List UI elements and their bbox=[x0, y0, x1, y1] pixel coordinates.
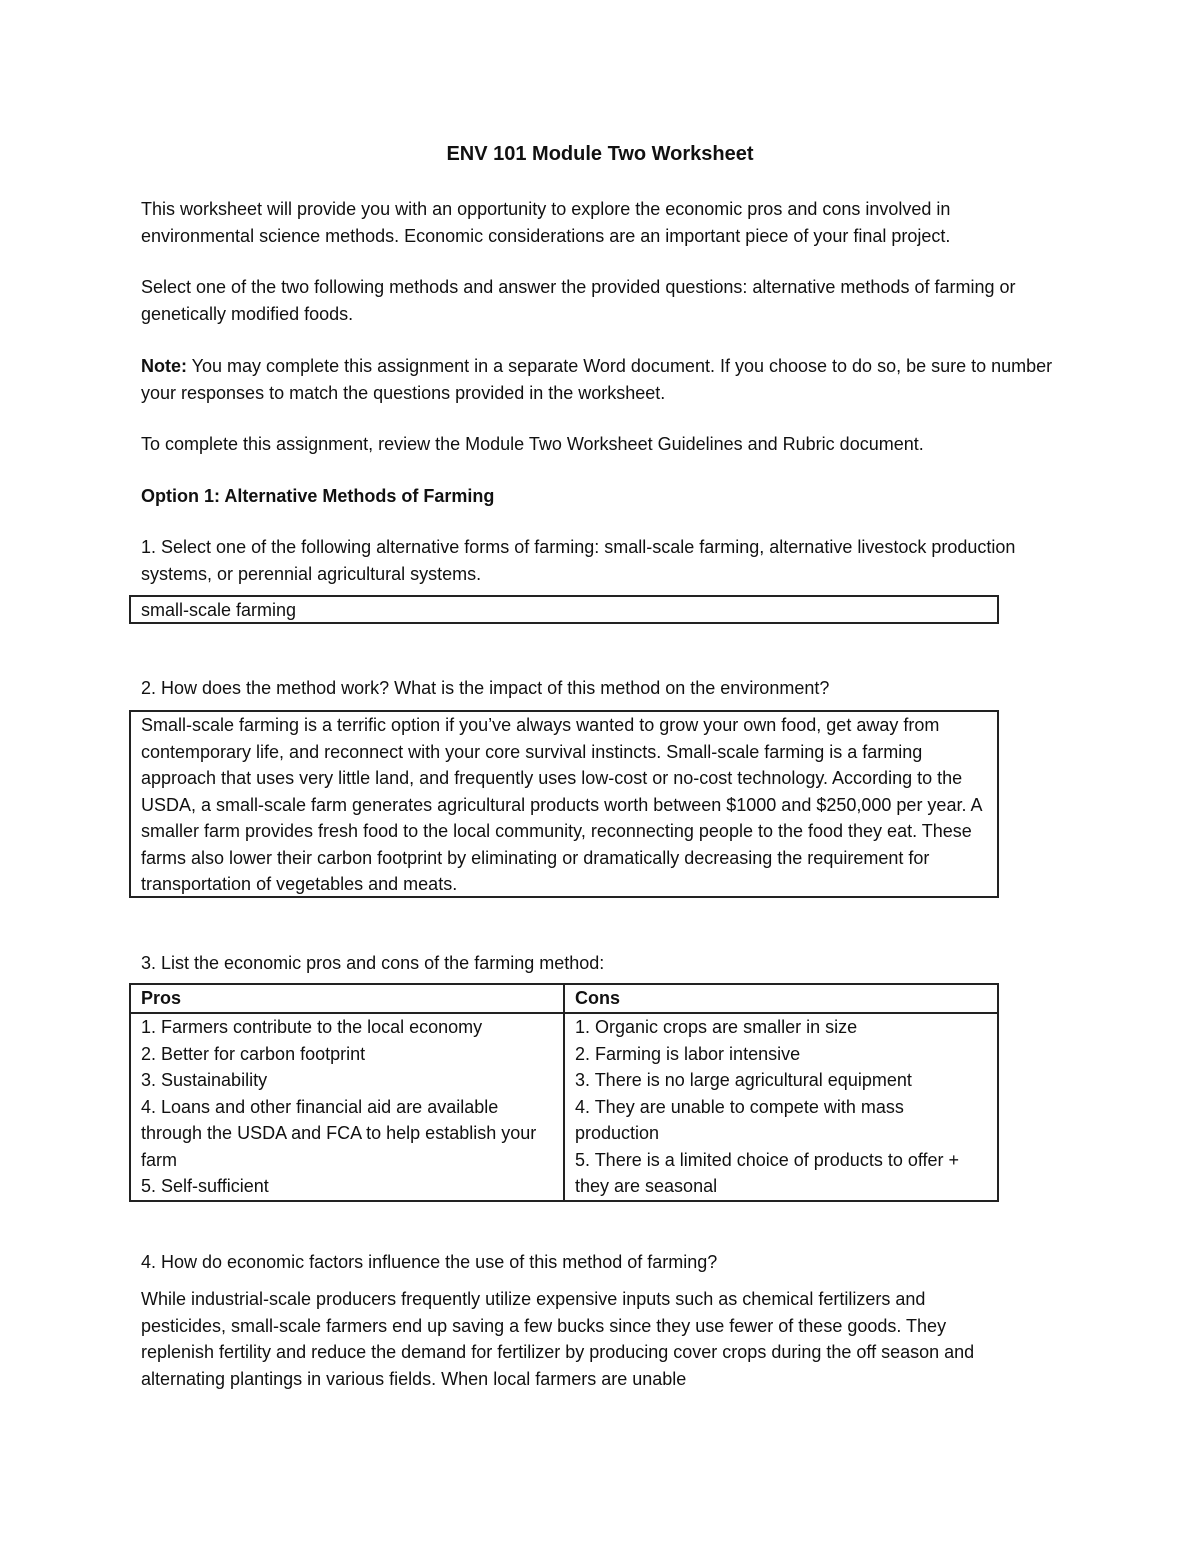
answer-2-text: Small-scale farming is a terrific option if you’ve always wanted to grow your own food, get away from contemporary life, and reconnect with your core survival instincts. Small-scale farming is a farming approach that uses very little land, and frequently uses low-cost or no-cost technology. According to the USDA, a small-scale farm generates agricultural products worth between $1000 and $250,000 per year. A smaller farm provides fresh food to the local community, reconnecting people to the food they eat. These farms also lower their carbon footprint by eliminating or dramatically decreasing the requirement for transportation of vegetables and meats. bbox=[141, 715, 982, 894]
answer-1-text: small-scale farming bbox=[141, 600, 297, 620]
cons-item: 4. They are unable to compete with mass production bbox=[575, 1096, 904, 1143]
note-label: Note: bbox=[141, 356, 187, 376]
pros-item: 3. Sustainability bbox=[141, 1070, 268, 1090]
question-4: 4. How do economic factors influence the use of this method of farming? bbox=[141, 1252, 718, 1272]
pros-item: 1. Farmers contribute to the local economy bbox=[141, 1017, 483, 1037]
pros-item: 4. Loans and other financial aid are available through the USDA and FCA to help establish your farm bbox=[141, 1096, 537, 1170]
cons-item: 5. There is a limited choice of products to offer + they are seasonal bbox=[575, 1149, 960, 1196]
question-1: 1. Select one of the following alternative forms of farming: small-scale farming, alternative livestock production systems, or perennial agricultural systems. bbox=[141, 537, 1016, 584]
cons-header: Cons bbox=[564, 984, 998, 1013]
question-2: 2. How does the method work? What is the impact of this method on the environment? bbox=[141, 678, 830, 698]
select-instruction: Select one of the two following methods and answer the provided questions: alternative methods of farming or genetically modified foods. bbox=[141, 277, 1016, 324]
cons-cell[interactable] bbox=[564, 1013, 998, 1201]
intro-paragraph: This worksheet will provide you with an opportunity to explore the economic pros and cons involved in environmental science methods. Economic considerations are an important piece of your final project. bbox=[141, 199, 951, 246]
pros-item: 5. Self-sufficient bbox=[141, 1176, 269, 1196]
note-paragraph bbox=[141, 353, 1061, 407]
answer-4-text: While industrial-scale producers frequently utilize expensive inputs such as chemical fertilizers and pesticides, small-scale farmers end up saving a few bucks since they use fewer of these goods. They replenish fertility and reduce the demand for fertilizer by producing cover crops during the off season and alternating plantings in various fields. When local farmers are unable bbox=[141, 1289, 975, 1389]
page-title: ENV 101 Module Two Worksheet bbox=[446, 143, 754, 165]
pros-header: Pros bbox=[130, 984, 564, 1013]
question-3: 3. List the economic pros and cons of the farming method: bbox=[141, 953, 605, 973]
pros-item: 2. Better for carbon footprint bbox=[141, 1043, 366, 1064]
option-heading: Option 1: Alternative Methods of Farming bbox=[141, 486, 495, 506]
pros-cons-table bbox=[129, 983, 999, 1202]
answer-1-box[interactable] bbox=[129, 595, 999, 624]
cons-item: 3. There is no large agricultural equipment bbox=[575, 1070, 912, 1090]
note-text: You may complete this assignment in a separate Word document. If you choose to do so, be sure to number your responses to match the questions provided in the worksheet. bbox=[141, 356, 1053, 403]
cons-item: 2. Farming is labor intensive bbox=[575, 1043, 801, 1064]
complete-instruction: To complete this assignment, review the Module Two Worksheet Guidelines and Rubric document. bbox=[141, 434, 924, 454]
pros-cell[interactable] bbox=[130, 1013, 564, 1201]
answer-2-box[interactable] bbox=[129, 710, 999, 898]
cons-item: 1. Organic crops are smaller in size bbox=[575, 1017, 858, 1037]
